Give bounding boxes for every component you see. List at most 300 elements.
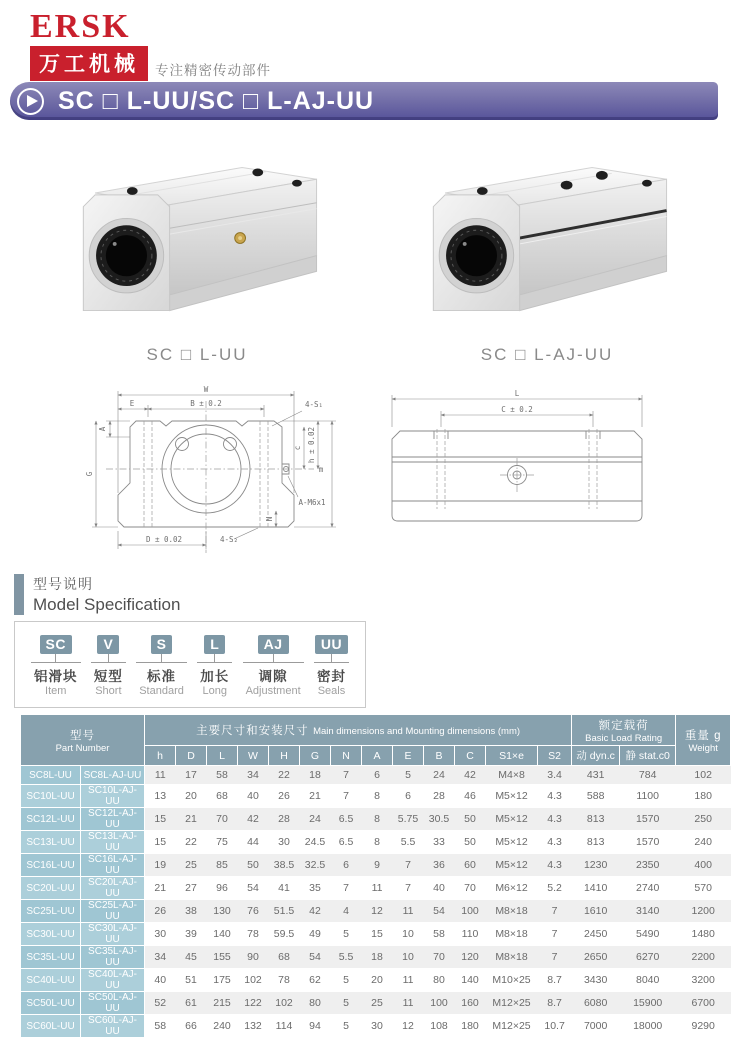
data-cell: 39 <box>176 923 207 946</box>
data-cell: 94 <box>300 1015 331 1038</box>
data-cell: 36 <box>424 854 455 877</box>
data-cell: 30 <box>362 1015 393 1038</box>
data-cell: 1230 <box>572 854 620 877</box>
data-cell: 3.4 <box>538 766 572 785</box>
code-label-en: Standard <box>139 685 184 697</box>
code-badge: UU <box>315 635 348 654</box>
data-cell: 54 <box>424 900 455 923</box>
column-header-a: A <box>362 746 393 766</box>
data-cell: 38.5 <box>269 854 300 877</box>
data-cell: 80 <box>424 969 455 992</box>
data-cell: 2200 <box>676 946 731 969</box>
data-cell: 5 <box>331 969 362 992</box>
spec-item-aj <box>243 635 304 697</box>
data-cell: M6×12 <box>486 877 538 900</box>
code-label-cn: 加长 <box>200 669 230 684</box>
data-cell: 49 <box>300 923 331 946</box>
data-cell: M8×18 <box>486 923 538 946</box>
data-cell: 4.3 <box>538 808 572 831</box>
data-cell: 100 <box>455 900 486 923</box>
data-cell: 15 <box>362 923 393 946</box>
code-badge: AJ <box>258 635 289 654</box>
data-cell: 9290 <box>676 1015 731 1038</box>
data-cell: 7 <box>538 923 572 946</box>
svg-text:m: m <box>318 465 323 474</box>
data-cell: 78 <box>238 923 269 946</box>
data-cell: 7 <box>393 877 424 900</box>
code-label-cn: 铝滑块 <box>34 669 78 684</box>
data-cell: 42 <box>455 766 486 785</box>
data-cell: 1200 <box>676 900 731 923</box>
spec-item-l <box>197 635 232 697</box>
data-cell: 18000 <box>620 1015 676 1038</box>
data-cell: 180 <box>676 785 731 808</box>
data-cell: 6.5 <box>331 808 362 831</box>
svg-text:D ± 0.02: D ± 0.02 <box>145 535 182 544</box>
brand-tagline: 专注精密传动部件 <box>155 63 271 78</box>
part-number-cell: SC13L-UU <box>21 831 81 854</box>
svg-text:G: G <box>84 471 94 477</box>
section-title-bar <box>10 82 718 120</box>
connector-line <box>55 654 56 662</box>
data-cell: 3140 <box>620 900 676 923</box>
data-cell: 2350 <box>620 854 676 877</box>
data-cell: 21 <box>145 877 176 900</box>
column-header-w: W <box>238 746 269 766</box>
part-number-cell: SC40L-UU <box>21 969 81 992</box>
data-cell: 5.5 <box>331 946 362 969</box>
data-cell: 7 <box>538 900 572 923</box>
data-cell: 3200 <box>676 969 731 992</box>
table-row <box>21 969 731 992</box>
data-cell: 30 <box>145 923 176 946</box>
table-row <box>21 877 731 900</box>
part-number-cell: SC10L-UU <box>21 785 81 808</box>
data-cell: 9 <box>362 854 393 877</box>
data-cell: 20 <box>176 785 207 808</box>
spec-item-s <box>136 635 187 697</box>
data-cell: 20 <box>362 969 393 992</box>
svg-text:N: N <box>264 516 274 522</box>
load-rating-header: 额定载荷 Basic Load Rating <box>572 715 676 746</box>
brand-logo: ERSK <box>30 8 131 45</box>
data-cell: 40 <box>238 785 269 808</box>
data-cell: 8.7 <box>538 992 572 1015</box>
model-specification-section <box>14 574 750 708</box>
data-cell: M4×8 <box>486 766 538 785</box>
data-cell: 44 <box>238 831 269 854</box>
column-header-b: B <box>424 746 455 766</box>
data-cell: 1480 <box>676 923 731 946</box>
data-cell: 28 <box>269 808 300 831</box>
data-cell: 90 <box>238 946 269 969</box>
data-cell: 5 <box>393 766 424 785</box>
data-cell: 102 <box>238 969 269 992</box>
data-cell: M10×25 <box>486 969 538 992</box>
data-cell: 24 <box>300 808 331 831</box>
data-cell: 7 <box>331 877 362 900</box>
data-cell: 66 <box>176 1015 207 1038</box>
data-cell: 570 <box>676 877 731 900</box>
data-cell: 54 <box>238 877 269 900</box>
data-cell: 5.75 <box>393 808 424 831</box>
part-number-cell: SC16L-UU <box>21 854 81 877</box>
data-cell: 46 <box>455 785 486 808</box>
column-header-l: L <box>207 746 238 766</box>
code-label-en: Seals <box>317 685 346 697</box>
data-cell: 5.2 <box>538 877 572 900</box>
data-cell: 70 <box>207 808 238 831</box>
data-cell: 11 <box>393 992 424 1015</box>
data-cell: 18 <box>300 766 331 785</box>
data-cell: 6700 <box>676 992 731 1015</box>
data-cell: 22 <box>269 766 300 785</box>
data-cell: 10.7 <box>538 1015 572 1038</box>
data-cell: 5.5 <box>393 831 424 854</box>
data-cell: 240 <box>676 831 731 854</box>
data-cell: 8.7 <box>538 969 572 992</box>
part-number-cell: SC60L-UU <box>21 1015 81 1038</box>
data-cell: 114 <box>269 1015 300 1038</box>
spec-table-body <box>21 766 731 1038</box>
data-cell: 6080 <box>572 992 620 1015</box>
data-cell: 25 <box>362 992 393 1015</box>
data-cell: 12 <box>362 900 393 923</box>
data-cell: 102 <box>676 766 731 785</box>
data-cell: 7 <box>393 854 424 877</box>
svg-text:B ± 0.2: B ± 0.2 <box>189 399 222 408</box>
arrow-icon <box>27 95 38 107</box>
part-number-cell: SC40L-AJ-UU <box>81 969 145 992</box>
data-cell: 10 <box>393 946 424 969</box>
svg-text:h ± 0.02: h ± 0.02 <box>306 426 316 464</box>
data-cell: 50 <box>238 854 269 877</box>
part-number-cell: SC25L-AJ-UU <box>81 900 145 923</box>
data-cell: 120 <box>455 946 486 969</box>
part-number-cell: SC12L-UU <box>21 808 81 831</box>
page-title: SC □ L-UU/SC □ L-AJ-UU <box>58 86 375 115</box>
technical-drawings <box>0 369 750 564</box>
data-cell: 22 <box>176 831 207 854</box>
data-cell: 26 <box>269 785 300 808</box>
table-row <box>21 1015 731 1038</box>
table-row <box>21 992 731 1015</box>
part-number-cell: SC35L-AJ-UU <box>81 946 145 969</box>
column-header-e: E <box>393 746 424 766</box>
product-image-sc-l-aj-uu-photo <box>397 142 697 338</box>
data-cell: 400 <box>676 854 731 877</box>
part-number-header: 型号 Part Number <box>21 715 145 766</box>
data-cell: 6 <box>331 854 362 877</box>
data-cell: 13 <box>145 785 176 808</box>
data-cell: M12×25 <box>486 1015 538 1038</box>
code-badge: S <box>151 635 173 654</box>
svg-text:L: L <box>514 389 519 398</box>
data-cell: 140 <box>455 969 486 992</box>
data-cell: 30 <box>269 831 300 854</box>
data-cell: 6.5 <box>331 831 362 854</box>
data-cell: 24.5 <box>300 831 331 854</box>
data-cell: 108 <box>424 1015 455 1038</box>
model-spec-heading-en: Model Specification <box>33 595 181 614</box>
data-cell: M5×12 <box>486 831 538 854</box>
table-row <box>21 923 731 946</box>
connector-line <box>161 654 162 662</box>
data-cell: 10 <box>393 923 424 946</box>
data-cell: 40 <box>145 969 176 992</box>
data-cell: 54 <box>300 946 331 969</box>
data-cell: 130 <box>207 900 238 923</box>
data-cell: 12 <box>393 1015 424 1038</box>
data-cell: 33 <box>424 831 455 854</box>
data-cell: 5 <box>331 992 362 1015</box>
part-number-cell: SC30L-UU <box>21 923 81 946</box>
heading-accent-bar <box>14 574 24 615</box>
code-badge: L <box>204 635 225 654</box>
data-cell: 58 <box>207 766 238 785</box>
data-cell: 27 <box>176 877 207 900</box>
data-cell: 34 <box>238 766 269 785</box>
table-row <box>21 808 731 831</box>
model-code-box <box>14 621 366 708</box>
data-cell: 40 <box>424 877 455 900</box>
data-cell: 62 <box>300 969 331 992</box>
data-cell: 6 <box>393 785 424 808</box>
table-row <box>21 766 731 785</box>
part-number-cell: SC50L-UU <box>21 992 81 1015</box>
code-badge: V <box>97 635 119 654</box>
data-cell: 813 <box>572 808 620 831</box>
data-cell: M5×12 <box>486 785 538 808</box>
data-cell: 215 <box>207 992 238 1015</box>
data-cell: 18 <box>362 946 393 969</box>
spec-item-sc <box>31 635 81 697</box>
data-cell: 102 <box>269 992 300 1015</box>
data-cell: 52 <box>145 992 176 1015</box>
data-cell: 784 <box>620 766 676 785</box>
data-cell: 7000 <box>572 1015 620 1038</box>
svg-text:4-S₁: 4-S₁ <box>304 400 323 409</box>
table-row <box>21 854 731 877</box>
data-cell: 1570 <box>620 808 676 831</box>
data-cell: 50 <box>455 808 486 831</box>
data-cell: 110 <box>455 923 486 946</box>
part-number-cell: SC12L-AJ-UU <box>81 808 145 831</box>
table-row <box>21 785 731 808</box>
data-cell: 5 <box>331 1015 362 1038</box>
data-cell: 100 <box>424 992 455 1015</box>
model-spec-heading-cn: 型号说明 <box>33 576 93 592</box>
data-cell: 45 <box>176 946 207 969</box>
data-cell: 78 <box>269 969 300 992</box>
code-badge: SC <box>40 635 72 654</box>
data-cell: 8 <box>362 831 393 854</box>
part-number-cell: SC50L-AJ-UU <box>81 992 145 1015</box>
drawing-front-view <box>76 369 348 564</box>
code-label-cn: 标准 <box>147 669 177 684</box>
spec-item-v <box>91 635 126 697</box>
part-number-cell: SC10L-AJ-UU <box>81 785 145 808</box>
data-cell: 60 <box>455 854 486 877</box>
code-label-en: Item <box>45 685 67 697</box>
column-header-c: C <box>455 746 486 766</box>
data-cell: 61 <box>176 992 207 1015</box>
connector-line <box>331 654 332 662</box>
data-cell: 240 <box>207 1015 238 1038</box>
product-sc-l-aj-uu <box>392 142 702 365</box>
data-cell: 70 <box>455 877 486 900</box>
data-cell: 76 <box>238 900 269 923</box>
part-number-cell: SC13L-AJ-UU <box>81 831 145 854</box>
data-cell: 11 <box>362 877 393 900</box>
data-cell: 180 <box>455 1015 486 1038</box>
data-cell: M5×12 <box>486 808 538 831</box>
data-cell: M12×25 <box>486 992 538 1015</box>
data-cell: 3430 <box>572 969 620 992</box>
svg-text:E: E <box>129 399 134 408</box>
code-label-cn: 调隙 <box>258 669 288 684</box>
data-cell: 68 <box>269 946 300 969</box>
column-header-d: D <box>176 746 207 766</box>
data-cell: 140 <box>207 923 238 946</box>
dimensions-header: 主要尺寸和安装尺寸 Main dimensions and Mounting dimensions (mm) <box>145 715 572 746</box>
data-cell: 75 <box>207 831 238 854</box>
part-number-cell: SC20L-UU <box>21 877 81 900</box>
column-header-hh: H <box>269 746 300 766</box>
column-header-dyn: 动 dyn.c <box>572 746 620 766</box>
part-number-cell: SC20L-AJ-UU <box>81 877 145 900</box>
column-header-s1e: S1×e <box>486 746 538 766</box>
data-cell: 7 <box>331 785 362 808</box>
data-cell: 26 <box>145 900 176 923</box>
weight-header: 重量 g Weight <box>676 715 731 766</box>
svg-text:4-S₂: 4-S₂ <box>219 535 238 544</box>
data-cell: 588 <box>572 785 620 808</box>
data-cell: 250 <box>676 808 731 831</box>
part-number-cell: SC30L-AJ-UU <box>81 923 145 946</box>
data-cell: 8 <box>362 785 393 808</box>
part-number-cell: SC35L-UU <box>21 946 81 969</box>
column-header-g: G <box>300 746 331 766</box>
data-cell: 4 <box>331 900 362 923</box>
data-cell: 15900 <box>620 992 676 1015</box>
data-cell: 70 <box>424 946 455 969</box>
data-cell: 160 <box>455 992 486 1015</box>
table-row <box>21 946 731 969</box>
data-cell: 51.5 <box>269 900 300 923</box>
part-number-cell: SC8L-UU <box>21 766 81 785</box>
data-cell: 2740 <box>620 877 676 900</box>
data-cell: 5490 <box>620 923 676 946</box>
part-number-cell: SC25L-UU <box>21 900 81 923</box>
data-cell: 813 <box>572 831 620 854</box>
data-cell: 4.3 <box>538 831 572 854</box>
data-cell: 11 <box>145 766 176 785</box>
table-row <box>21 831 731 854</box>
data-cell: 85 <box>207 854 238 877</box>
data-cell: 32.5 <box>300 854 331 877</box>
data-cell: 50 <box>455 831 486 854</box>
data-cell: 68 <box>207 785 238 808</box>
data-cell: 59.5 <box>269 923 300 946</box>
data-cell: 25 <box>176 854 207 877</box>
data-cell: 15 <box>145 808 176 831</box>
code-label-en: Short <box>95 685 122 697</box>
code-label-en: Long <box>202 685 227 697</box>
brand-logo-cn: 万工机械 <box>30 46 148 81</box>
product-images-row <box>0 120 750 365</box>
data-cell: 1610 <box>572 900 620 923</box>
product-image-sc-l-uu-photo <box>47 142 347 338</box>
code-label-cn: 密封 <box>316 669 346 684</box>
data-cell: 28 <box>424 785 455 808</box>
data-cell: 11 <box>393 900 424 923</box>
data-cell: 7 <box>331 766 362 785</box>
product-label-sc-l-uu: SC □ L-UU <box>146 345 248 364</box>
data-cell: 7 <box>538 946 572 969</box>
data-cell: 8 <box>362 808 393 831</box>
svg-text:W: W <box>203 385 208 394</box>
data-cell: 431 <box>572 766 620 785</box>
drawing-side-view <box>360 369 675 564</box>
part-number-cell: SC16L-AJ-UU <box>81 854 145 877</box>
data-cell: 2450 <box>572 923 620 946</box>
data-cell: 58 <box>145 1015 176 1038</box>
data-cell: M8×18 <box>486 946 538 969</box>
data-cell: 21 <box>300 785 331 808</box>
product-sc-l-uu <box>42 142 352 365</box>
arrow-circle-icon <box>17 88 44 115</box>
data-cell: 4.3 <box>538 854 572 877</box>
product-label-sc-l-aj-uu: SC □ L-AJ-UU <box>480 345 614 364</box>
column-header-s2: S2 <box>538 746 572 766</box>
data-cell: 35 <box>300 877 331 900</box>
data-cell: 6 <box>362 766 393 785</box>
svg-text:C ± 0.2: C ± 0.2 <box>500 405 533 414</box>
data-cell: 17 <box>176 766 207 785</box>
spec-table <box>20 714 731 1038</box>
data-cell: 96 <box>207 877 238 900</box>
data-cell: 41 <box>269 877 300 900</box>
data-cell: 4.3 <box>538 785 572 808</box>
data-cell: 5 <box>331 923 362 946</box>
data-cell: M8×18 <box>486 900 538 923</box>
data-cell: M5×12 <box>486 854 538 877</box>
data-cell: 51 <box>176 969 207 992</box>
connector-line <box>273 654 274 662</box>
table-row <box>21 900 731 923</box>
data-cell: 19 <box>145 854 176 877</box>
data-cell: 132 <box>238 1015 269 1038</box>
data-cell: 30.5 <box>424 808 455 831</box>
data-cell: 155 <box>207 946 238 969</box>
connector-line <box>108 654 109 662</box>
data-cell: 1410 <box>572 877 620 900</box>
data-cell: 58 <box>424 923 455 946</box>
code-label-cn: 短型 <box>93 669 123 684</box>
column-header-h: h <box>145 746 176 766</box>
data-cell: 11 <box>393 969 424 992</box>
data-cell: 15 <box>145 831 176 854</box>
column-header-stat: 静 stat.c0 <box>620 746 676 766</box>
svg-text:c: c <box>292 445 302 451</box>
data-cell: 6270 <box>620 946 676 969</box>
part-number-cell: SC8L-AJ-UU <box>81 766 145 785</box>
page-header <box>0 0 750 78</box>
data-cell: 42 <box>238 808 269 831</box>
data-cell: 38 <box>176 900 207 923</box>
code-label-en: Adjustment <box>245 685 301 697</box>
